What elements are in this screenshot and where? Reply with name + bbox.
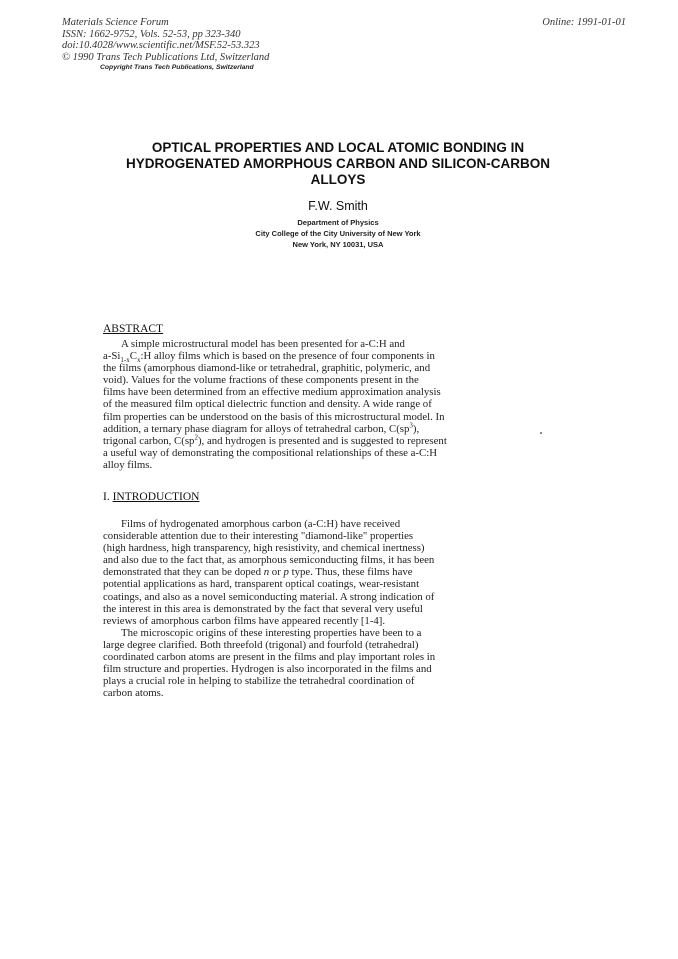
publisher-line: © 1990 Trans Tech Publications Ltd, Switzerland <box>62 51 270 63</box>
abstract-line: of the measured film optical dielectric function and density. A wide range of <box>103 398 432 411</box>
paper-title <box>60 140 616 188</box>
journal-name: Materials Science Forum <box>62 17 169 28</box>
intro-line: demonstrated that they can be doped n or p type. Thus, these films have <box>103 566 413 579</box>
intro-line: coordinated carbon atoms are present in the films and play important roles in <box>103 651 436 664</box>
title-line: OPTICAL PROPERTIES AND LOCAL ATOMIC BONDING IN <box>151 140 525 155</box>
issn-line: ISSN: 1662-9752, Vols. 52-53, pp 323-340 <box>62 28 241 40</box>
intro-line: large degree clarified. Both threefold (trigonal) and fourfold (tetrahedral) <box>103 638 419 651</box>
title-line: ALLOYS <box>310 172 366 187</box>
doi-link[interactable]: doi:10.4028/www.scientific.net/MSF.52-53.323 <box>62 40 260 51</box>
intro-line: reviews of amorphous carbon films have appeared recently [1-4]. <box>103 614 386 627</box>
abstract-line: addition, a ternary phase diagram for alloys of tetrahedral carbon, $C(sp^3)$, <box>103 421 420 435</box>
abstract-body <box>103 338 523 471</box>
intro-line: film structure and properties. Hydrogen is also incorporated in the films and <box>103 663 432 676</box>
intro-line: The microscopic origins of these interesting properties have been to a <box>121 626 422 639</box>
title-line: HYDROGENATED AMORPHOUS CARBON AND SILICON-CARBON <box>126 156 550 171</box>
intro-line: coatings, and also as a novel semiconducting material. A strong indication of <box>103 590 435 603</box>
affiliation-line: City College of the City University of New York <box>255 229 421 238</box>
abstract-heading: ABSTRACT <box>103 323 164 335</box>
alloy-formula: $a-Si_{1-x}C_x:H$ <box>103 350 152 365</box>
introduction-heading: I. INTRODUCTION <box>103 491 200 503</box>
affiliation <box>60 217 616 250</box>
intro-line: the interest in this area is demonstrated by the fact that several very useful <box>103 602 423 615</box>
intro-line: carbon atoms. <box>103 687 164 700</box>
intro-line: potential applications as hard, transparent optical coatings, wear-resistant <box>103 578 420 591</box>
scan-speck <box>540 432 542 434</box>
abstract-line: films have been determined from an effective medium approximation analysis <box>103 386 441 399</box>
abstract-line: the films (amorphous diamond-like or tetrahedral, graphitic, polymeric, and <box>103 362 431 375</box>
intro-line: Films of hydrogenated amorphous carbon (a-C:H) have received <box>121 518 401 530</box>
intro-line: (high hardness, high transparency, high resistivity, and chemical inertness) <box>103 542 425 555</box>
intro-line: and also due to the fact that, as amorphous semiconducting films, it has been <box>103 554 435 567</box>
intro-line: considerable attention due to their interesting "diamond-like" properties <box>103 530 414 543</box>
abstract-line: void). Values for the volume fractions of these components present in the <box>103 374 419 387</box>
abstract-line: A simple microstructural model has been presented for a-C:H and <box>121 338 405 350</box>
abstract-line: film properties can be understood on the basis of this microstructural model. In <box>103 410 445 423</box>
affiliation-line: Department of Physics <box>297 218 379 227</box>
author-name: F.W. Smith <box>308 199 368 213</box>
affiliation-line: New York, NY 10031, USA <box>292 240 384 249</box>
abstract-line: a useful way of demonstrating the compositional relationships of these a-C:H <box>103 446 438 459</box>
intro-line: plays a crucial role in helping to stabilize the tetrahedral coordination of <box>103 675 415 688</box>
abstract-line: $a-Si_{1-x}C_x:H$ alloy films which is based on the presence of four components in <box>103 350 435 365</box>
abstract-line: alloy films. <box>103 458 153 471</box>
online-date: Online: 1991-01-01 <box>542 17 626 28</box>
journal-header <box>62 17 269 63</box>
introduction-body <box>103 518 523 699</box>
abstract-line: trigonal carbon, $C(sp^2)$, and hydrogen is presented and is suggested to represent <box>103 433 447 447</box>
copyright-stamp: Copyright Trans Tech Publications, Switzerland <box>100 64 254 71</box>
